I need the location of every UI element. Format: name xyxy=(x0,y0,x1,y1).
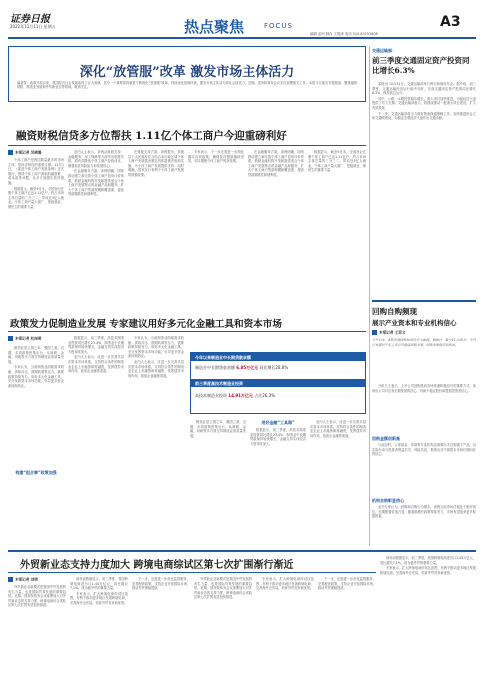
right-feature-paragraph: 与此同时，公募基金、券商等专业机构也频频出手自购旗下产品，以实际行动与投资者利益共享、风险共担，展现出对中国资本市场长期向好的信心。 xyxy=(372,443,476,457)
story2-subhead-text: 构建“组合拳”政策加强 xyxy=(15,470,57,475)
story3-col5 xyxy=(256,577,314,695)
story2-col5 xyxy=(250,428,306,544)
story3-top-rule xyxy=(8,550,476,552)
banner-headline: 深化“放管服”改革 激发市场主体活力 xyxy=(79,65,295,80)
story3-col1 xyxy=(8,585,66,695)
story2-paragraph: 业内人士表示，应进一步完善多层次资本市场体系，支持符合条件的制造业企业上市融资和再融资，发挥债券市场作用，拓宽企业融资渠道。 xyxy=(128,359,184,378)
stat-box-title-2: 前三季度高技术制造业投资 xyxy=(195,380,243,386)
paper-name: 证券日报 xyxy=(10,14,50,25)
banner-editor-note: 编者按：改革开放以来，我国经济社会发展取得了巨大成就，其中一个重要原因就是不断深化“放管服”改革，持续优化营商环境，激发市场主体活力和社会创造力。近期，国务院常务会议多次部署相关工作，本报今日推出专题报道，聚焦融资财税、制造业发展和外贸新业态等领域，敬请关注。 xyxy=(17,81,357,90)
sidebar-paragraph: 其中，公路、水路投资稳步增长，重大项目加快推进，为稳经济大盘提供了有力支撑。交通运输部表示，将继续推动一批重大项目建设，扩大有效投资。 xyxy=(372,96,476,110)
story2-paragraph: 业内人士表示，应进一步完善多层次资本市场体系，支持符合条件的制造业企业上市融资和再融资，发挥债券市场作用，拓宽企业融资渠道。 xyxy=(68,355,124,374)
story3-col3 xyxy=(132,577,190,695)
stat-box xyxy=(190,352,366,414)
story2-paragraph: 专家认为，当前制造业面临需求收缩、供给冲击、预期转弱等压力，需要政策持续发力。用好多元化金融工具，充分发挥资本市场功能，引导更多资金流向制造业。 xyxy=(8,365,64,388)
sidebar-kicker: 交通运输部： xyxy=(372,48,396,53)
story2-col1 xyxy=(8,346,64,544)
story3-paragraph: 专家表示，扩大跨境电商综试区范围，有利于推动更多地区发展跨境电商，完善海外仓布局，培育外贸竞争新优势。 xyxy=(70,591,128,605)
stat-line1-change: 同比增长28.8% xyxy=(259,365,289,370)
story3-col6 xyxy=(318,577,376,695)
story3-paragraph: 专家表示，扩大跨境电商综试区范围，有利于推动更多地区发展跨境电商，完善海外仓布局，培育外贸竞争新优势。 xyxy=(380,566,476,575)
column-divider xyxy=(369,46,370,546)
story1-paragraph: 在金融服务方面，条例明确，国家推动建立和完善个体工商户信用评价体系，鼓励金融机构开发和提供适合个体工商户发展特点的金融产品和服务，扩大个体工商户贷款规模和覆盖面，提高贷款精准性和便利性。 xyxy=(248,150,304,177)
story3-col4 xyxy=(194,577,252,695)
story2-headline: 政策发力促制造业发展 专家建议用好多元化金融工具和资本市场 xyxy=(10,319,282,330)
story1-byline xyxy=(8,150,41,156)
story1-paragraph: 在金融服务方面，条例明确，国家推动建立和完善个体工商户信用评价体系，鼓励金融机构开发和提供适合个体工商户发展特点的金融产品和服务，扩大个体工商户贷款规模和覆盖面，提高贷款精准性和便利性。 xyxy=(68,169,124,197)
main-banner xyxy=(8,46,366,102)
story2-paragraph: 业内人士表示，应进一步完善多层次资本市场体系，支持符合条件的制造业企业上市融资和再融资，发挥债券市场作用，拓宽企业融资渠道。 xyxy=(310,420,366,438)
page-number: A3 xyxy=(440,14,461,30)
right-feature-paragraph: 业内专家认为，回购和自购行为增多，表明当前市场估值处于相对低位，长期配置价值凸显，随着稳增长政策持续发力，市场有望迎来更多积极因素。 xyxy=(372,505,476,519)
story3-paragraph: 外贸新业态新模式是我国外贸发展的有生力量，也是国际贸易发展的重要趋势。近期，国务院常务会议部署加大对外贸新业态的支持力度，跨境电商综合试验区第七次扩围有望加快推进。 xyxy=(194,577,252,600)
date-line: 2022年11月11日 星期五 xyxy=(10,24,56,29)
story1-paragraph: 专家表示，下一步还需进一步细化落实各项政策，确保扶持措施落地见效，切实增强个体工商户的获得感。 xyxy=(188,150,244,164)
story3-headline: 外贸新业态支持力度加大 跨境电商综试区第七次扩围渐行渐近 xyxy=(20,560,294,571)
right-feature-subhead2 xyxy=(372,498,476,504)
story1-col2 xyxy=(68,150,124,298)
right-feature-byline xyxy=(372,330,405,336)
story1-byline-text: 本报记者 吴晓璐 xyxy=(15,150,42,155)
sidebar-paragraph: 本报讯 10月31日，交通运输部举行例行新闻发布会。据介绍，前三季度，交通运输经济运行稳中向好，完成交通固定资产投资同比增长6.3%，保持高位运行。 xyxy=(372,82,476,96)
story2-paragraph: 制造业是立国之本、强国之基。近期，多项政策密集出台，从财税、金融、用地等多方面支持制造业高质量发展。 xyxy=(190,420,246,438)
stat-line1 xyxy=(195,365,288,371)
story1-paragraph: 业内人士表示，条例从财税支持、金融服务、用工保障等方面作出制度安排，将有效降低个体工商户经营成本，增强其抗风险能力和发展信心。 xyxy=(68,150,124,168)
masthead xyxy=(0,0,484,40)
sidebar-paragraph: 下一步，交通运输部将全力做好物流保通保畅工作，加快推进综合立体交通网建设，为稳定宏观经济大盘作出交通贡献。 xyxy=(372,111,476,121)
right-feature xyxy=(372,300,476,546)
story2-paragraph: 数据显示，前三季度，高技术制造业投资同比增长23.4%，制造业中长期贷款保持较快增长，金融支持实体经济力度持续加大。 xyxy=(68,336,124,354)
story2-paragraph: 数据显示，前三季度，高技术制造业投资同比增长23.4%，制造业中长期贷款保持较快增长，金融支持实体经济力度持续加大。 xyxy=(250,428,306,446)
story1-col4 xyxy=(188,150,244,298)
story2-rule xyxy=(8,331,366,332)
section-en: FOCUS xyxy=(264,22,293,30)
story3-col2 xyxy=(70,577,128,695)
story2-subhead xyxy=(8,470,64,476)
story1-col6 xyxy=(308,150,366,298)
story3-paragraph: 商务部数据显示，前三季度，我国跨境电商进出口1.44万亿元，同比增长7.1%，成为稳外贸的重要力量。 xyxy=(380,556,476,565)
stat-line2-change: 占比26.3% xyxy=(254,393,275,398)
story3-paragraph: 外贸新业态新模式是我国外贸发展的有生力量，也是国际贸易发展的重要趋势。近期，国务院常务会议部署加大对外贸新业态的支持力度，跨境电商综合试验区第七次扩围有望加快推进。 xyxy=(8,585,66,608)
right-feature-byline-text: 本报记者 王思文 xyxy=(379,330,406,335)
story2-col3 xyxy=(128,336,184,544)
right-feature-title: 回购自购频现 xyxy=(372,307,417,316)
story2-subhead2 xyxy=(250,420,306,426)
byline-marker-icon xyxy=(372,330,377,335)
byline-marker-icon xyxy=(8,336,13,341)
story2-byline xyxy=(8,336,41,342)
story1-rule xyxy=(8,145,366,146)
right-feature-rule xyxy=(372,300,476,302)
right-feature-body2 xyxy=(372,443,476,495)
story2-paragraph: 制造业是立国之本、强国之基。近期，多项政策密集出台，从财税、金融、用地等多方面支持制造业高质量发展。 xyxy=(8,346,64,364)
editor-line: 编辑 孟珂 制作 王敬涛 电话 010-83251808 xyxy=(310,32,378,36)
right-feature-subhead-text: 回购金额创新高 xyxy=(372,436,400,441)
story3-rule xyxy=(8,572,376,573)
sidebar-box xyxy=(372,46,476,296)
stat-box-title: 今年以来制造业中长期贷款余额 xyxy=(195,354,251,360)
story2-subhead2-text: 用好金融“工具箱” xyxy=(261,420,295,425)
story1-paragraph: 在财税支持方面，条例提出，县级以上人民政府应当结合本行政区域个体工商户发展情况制定具体措施并组织实施，为个体工商户发展提供支持；同时明确，国家实行有利于个体工商户发展的财税政策。 xyxy=(128,150,184,177)
story3-byline xyxy=(8,577,38,583)
stat-line2-label: 高技术制造业投资 xyxy=(195,393,227,398)
byline-marker-icon xyxy=(8,577,13,582)
story3-byline-text: 本报记者 刘萌 xyxy=(15,577,38,582)
story3-paragraph: 专家表示，扩大跨境电商综试区范围，有利于推动更多地区发展跨境电商，完善海外仓布局，培育外贸竞争新优势。 xyxy=(256,577,314,591)
story2-col6 xyxy=(310,420,366,544)
right-feature-paragraph: 分析人士表示，上市公司回购是向市场传递积极信号的重要方式，体现出公司对自身长期发展的信心，有助于稳定股价和提振投资者信心。 xyxy=(372,384,476,393)
right-feature-body3 xyxy=(372,505,476,546)
stat-line2-value: 14.91万亿元 xyxy=(228,393,253,398)
story1-col5 xyxy=(248,150,304,298)
stat-line1-value: 6.85万亿元 xyxy=(236,365,259,370)
story3-paragraph: 下一步，还需进一步优化监管服务，完善配套政策，支持企业开拓国际市场，推动外贸保稳提质。 xyxy=(132,577,190,591)
story1-col3 xyxy=(128,150,184,298)
masthead-rule xyxy=(8,37,476,39)
story1-headline: 融资财税信贷多方位帮扶 1.11亿个体工商户今迎重磅利好 xyxy=(16,130,287,142)
right-feature-subhead xyxy=(372,436,476,442)
story2-col2 xyxy=(68,336,124,544)
right-feature-subtitle: 展示产业资本和专业机构信心 xyxy=(372,319,457,327)
story1-paragraph: 数据显示，截至9月末，全国登记在册个体工商户已达1.11亿户，约占市场主体总量的三分之二，带动近3亿人就业。个体工商户量大面广，是稳就业、保民生的重要力量。 xyxy=(308,150,366,173)
story3-col7 xyxy=(380,556,476,695)
story2-col4 xyxy=(190,420,246,544)
sidebar-body xyxy=(372,82,476,292)
section-title: 热点聚焦 xyxy=(184,18,245,36)
right-feature-body xyxy=(372,384,476,434)
story1-paragraph: 个体工商户是我国数量最多的市场主体，是经济韧性的重要支撑。11月1日，《促进个体工商户发展条例》正式施行，围绕个体工商户面临的融资难、成本高等问题，从多方面提出扶持措施。 xyxy=(8,158,64,185)
story2-byline-text: 本报记者 杜雨萌 xyxy=(15,336,42,341)
sidebar-headline: 前三季度交通固定资产投资同比增长6.3% xyxy=(372,56,470,75)
story3-paragraph: 商务部数据显示，前三季度，我国跨境电商进出口1.44万亿元，同比增长7.1%，成为稳外贸的重要力量。 xyxy=(70,577,128,591)
right-feature-intro: 今年以来，A股市场回购和增持行为频现。据统计，截至11月10日，年内已有超过千家上市公司披露回购方案，回购金额创历史新高。 xyxy=(372,338,476,347)
story3-paragraph: 下一步，还需进一步优化监管服务，完善配套政策，支持企业开拓国际市场，推动外贸保稳提质。 xyxy=(318,577,376,591)
byline-marker-icon xyxy=(8,150,13,155)
stat-line1-label: 制造业中长期贷款余额 xyxy=(195,365,235,370)
right-feature-subhead2-text: 机构自购彰显信心 xyxy=(372,498,404,503)
story2-paragraph: 专家认为，当前制造业面临需求收缩、供给冲击、预期转弱等压力，需要政策持续发力。用好多元化金融工具，充分发挥资本市场功能，引导更多资金流向制造业。 xyxy=(128,336,184,359)
stat-line2 xyxy=(195,393,275,399)
story1-paragraph: 数据显示，截至9月末，全国登记在册个体工商户已达1.11亿户，约占市场主体总量的三分之二，带动近3亿人就业。个体工商户量大面广，是稳就业、保民生的重要力量。 xyxy=(8,186,64,209)
story1-col1 xyxy=(8,158,64,298)
